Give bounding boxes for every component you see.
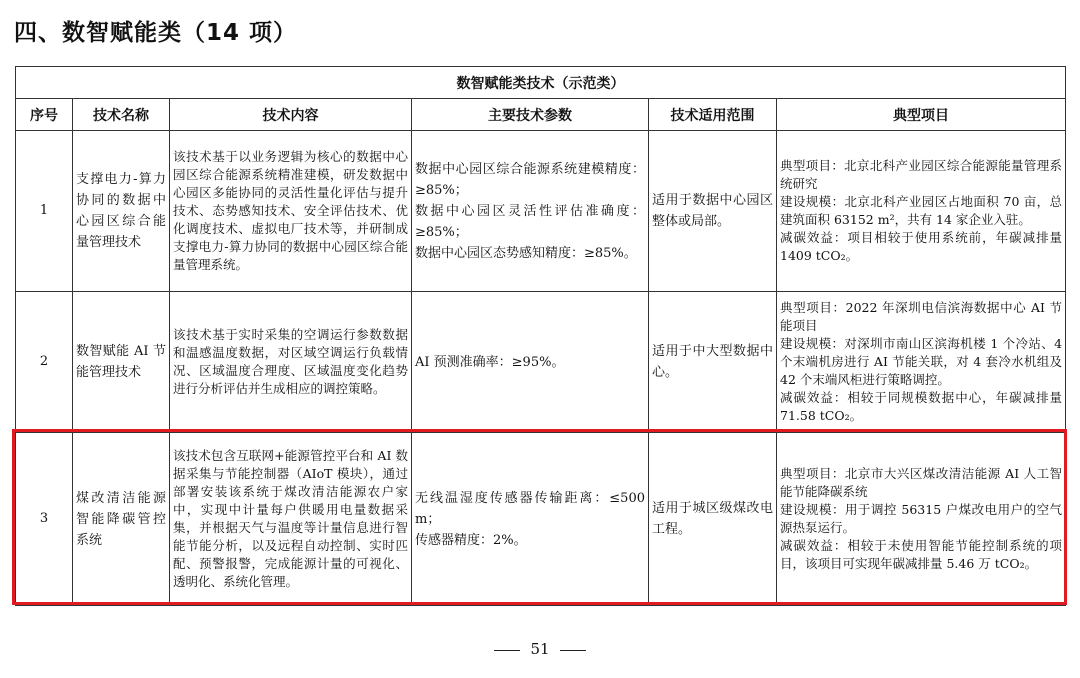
header-project: 典型项目 [777, 99, 1066, 131]
row-num: 1 [16, 131, 73, 292]
row-project: 典型项目：北京市大兴区煤改清洁能源 AI 人工智能节能降碳系统 建设规模：用于调控 56315 户煤改电用户的空气源热泵运行。 减碳效益：相较于未使用智能节能控制系统的项目，该项目可实现年碳减排量 5.46 万 tCO₂。 [777, 433, 1066, 606]
row-num: 2 [16, 292, 73, 433]
header-content: 技术内容 [170, 99, 412, 131]
header-params: 主要技术参数 [412, 99, 649, 131]
row-name: 数智赋能 AI 节能管理技术 [73, 292, 170, 433]
footer-dash-left [494, 650, 520, 651]
row-scope: 适用于中大型数据中心。 [649, 292, 777, 433]
row-project: 典型项目：2022 年深圳电信滨海数据中心 AI 节能项目 建设规模：对深圳市南山区滨海机楼 1 个冷站、4 个末端机房进行 AI 节能关联，对 4 套冷水机组及 42 个末端风柜进行策略调控。 减碳效益：相较于同规模数据中心，年碳减排量 71.58 tCO₂。 [777, 292, 1066, 433]
row-project: 典型项目：北京北科产业园区综合能源能量管理系统研究 建设规模：北京北科产业园区占地面积 70 亩，总建筑面积 63152 m²，共有 14 家企业入驻。 减碳效益：项目相较于使用系统前，年碳减排量 1409 tCO₂。 [777, 131, 1066, 292]
header-num: 序号 [16, 99, 73, 131]
row-content: 该技术包含互联网+能源管控平台和 AI 数据采集与节能控制器（AIoT 模块），通过部署安装该系统于煤改清洁能源农户家中，实现中计量每户供暖用电量数据采集，并根据天气与温度等计量信息进行智能节能分析，以及远程自动控制、实时匹配、预警报警，完成能源计量的可视化、透明化、系统化管理。 [170, 433, 412, 606]
header-scope: 技术适用范围 [649, 99, 777, 131]
row-scope: 适用于数据中心园区整体或局部。 [649, 131, 777, 292]
row-name: 煤改清洁能源智能降碳管控系统 [73, 433, 170, 606]
page-footer [0, 640, 1080, 658]
row-name: 支撑电力-算力协同的数据中心园区综合能量管理技术 [73, 131, 170, 292]
row-content: 该技术基于以业务逻辑为核心的数据中心园区综合能源系统精准建模，研发数据中心园区多能协同的灵活性量化评估与提升技术、态势感知技术、安全评估技术、优化调度技术、虚拟电厂技术等，并研制成支撑电力-算力协同的数据中心园区综合能量管理系统。 [170, 131, 412, 292]
table-row [16, 292, 1066, 433]
row-params: 无线温湿度传感器传输距离：≤500 m； 传感器精度：2%。 [412, 433, 649, 606]
row-scope: 适用于城区级煤改电工程。 [649, 433, 777, 606]
technology-table [15, 66, 1066, 606]
table-caption: 数智赋能类技术（示范类） [16, 67, 1066, 99]
header-name: 技术名称 [73, 99, 170, 131]
row-num: 3 [16, 433, 73, 606]
table-header-row [16, 99, 1066, 131]
row-content: 该技术基于实时采集的空调运行参数数据和温感温度数据，对区域空调运行负载情况、区域温度合理度、区域温度变化趋势进行分析评估并生成相应的调控策略。 [170, 292, 412, 433]
footer-dash-right [560, 650, 586, 651]
table-row-highlighted [16, 433, 1066, 606]
row-params: 数据中心园区综合能源系统建模精度：≥85%； 数据中心园区灵活性评估准确度：≥85%； 数据中心园区态势感知精度：≥85%。 [412, 131, 649, 292]
row-params: AI 预测准确率：≥95%。 [412, 292, 649, 433]
page-number: 51 [530, 640, 550, 658]
section-title: 四、数智赋能类（14 项） [14, 20, 298, 46]
table-row [16, 131, 1066, 292]
